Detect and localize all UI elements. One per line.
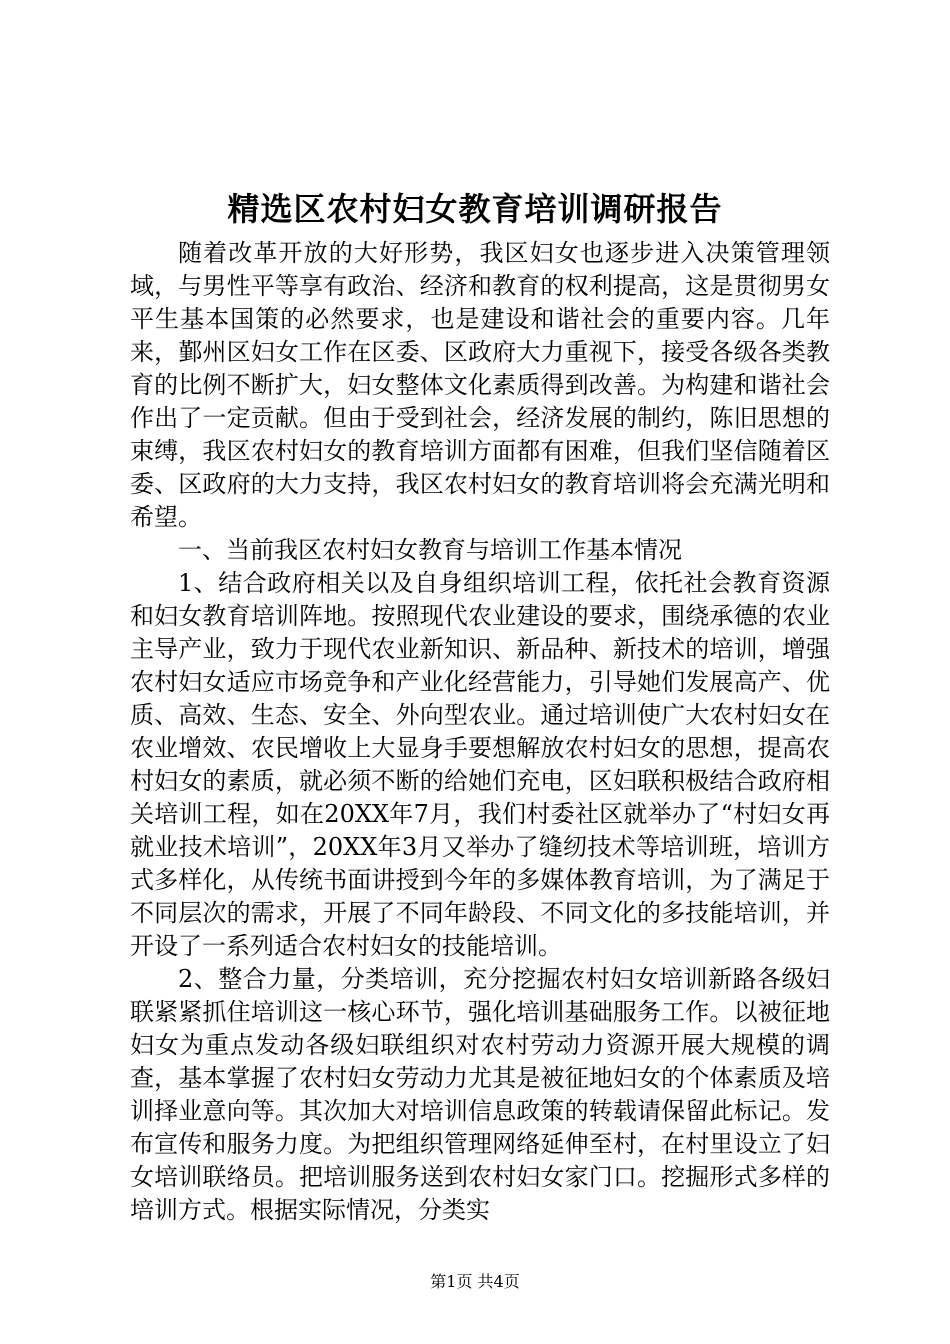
page-number-footer: 第1页 共4页 [430, 1272, 520, 1291]
paragraph-intro: 随着改革开放的大好形势，我区妇女也逐步进入决策管理领域，与男性平等享有政治、经济和教育的权利提高，这是贯彻男女平生基本国策的必然要求，也是建设和谐社会的重要内容。几年来，鄞州区妇女工作在区委、区政府大力重视下，接受各级各类教育的比例不断扩大，妇女整体文化素质得到改善。为构建和谐社会作出了一定贡献。但由于受到社会，经济发展的制约，陈旧思想的束缚，我区农村妇女的教育培训方面都有困难，但我们坚信随着区委、区政府的大力支持，我区农村妇女的教育培训将会充满光明和希望。 [130, 239, 830, 531]
section-heading: 一、当前我区农村妇女教育与培训工作基本情况 [178, 536, 682, 564]
paragraph-item-1: 1、结合政府相关以及自身组织培训工程，依托社会教育资源和妇女教育培训阵地。按照现代农业建设的要求，围绕承德的农业主导产业，致力于现代农业新知识、新品种、新技术的培训，增强农村妇女适应市场竞争和产业化经营能力，引导她们发展高产、优质、高效、生态、安全、外向型农业。通过培训使广大农村妇女在农业增效、农民增收上大显身手要想解放农村妇女的思想，提高农村妇女的素质，就必须不断的给她们充电，区妇联积极结合政府相关培训工程，如在20XX年7月，我们村委社区就举办了“村妇女再就业技术培训”，20XX年3月又举办了缝纫技术等培训班，培训方式多样化，从传统书面讲授到今年的多媒体教育培训，为了满足于不同层次的需求，开展了不同年龄段、不同文化的多技能培训，并开设了一系列适合农村妇女的技能培训。 [130, 569, 830, 960]
document-body [130, 237, 830, 1227]
paragraph-item-2: 2、整合力量，分类培训，充分挖掘农村妇女培训新路各级妇联紧紧抓住培训这一核心环节，强化培训基础服务工作。以被征地妇女为重点发动各级妇联组织对农村劳动力资源开展大规模的调查，基本掌握了农村妇女劳动力尤其是被征地妇女的个体素质及培训择业意向等。其次加大对培训信息政策的转载请保留此标记。发布宣传和服务力度。为把组织管理网络延伸至村，在村里设立了妇女培训联络员。把培训服务送到农村妇女家门口。挖掘形式多样的培训方式。根据实际情况，分类实 [130, 965, 830, 1224]
page-title: 精选区农村妇女教育培训调研报告 [227, 190, 723, 228]
